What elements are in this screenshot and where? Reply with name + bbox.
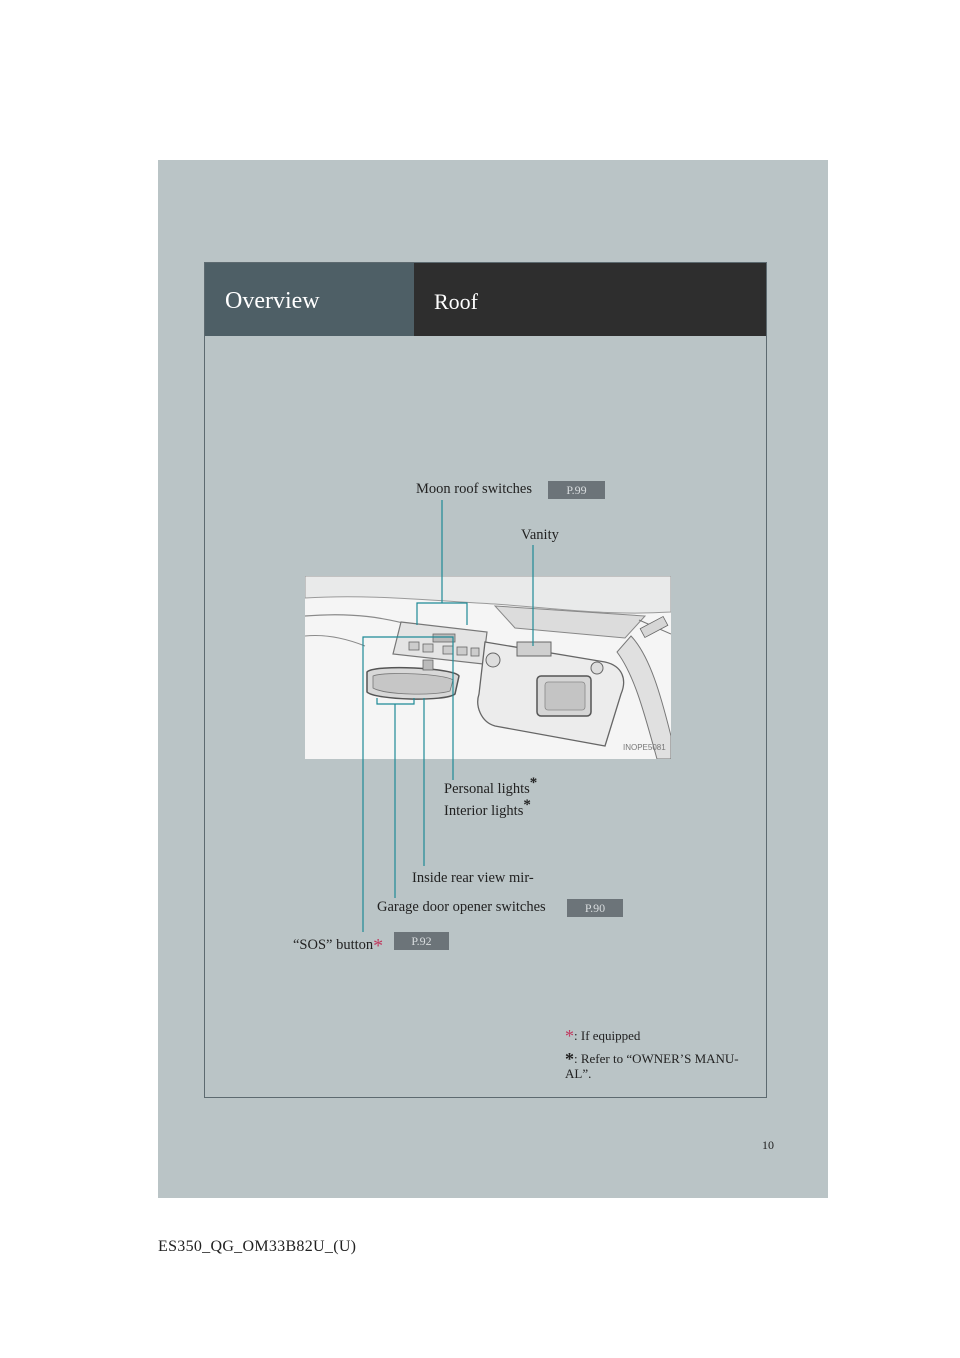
garage-door-page-ref[interactable]: P.90 xyxy=(567,899,623,917)
page-number: 10 xyxy=(762,1138,774,1152)
moon-roof-page-ref[interactable]: P.99 xyxy=(548,481,605,499)
asterisk-black-icon: * xyxy=(565,1049,574,1069)
note-if-equipped: *: If equipped xyxy=(565,1026,641,1046)
moon-roof-label: Moon roof switches xyxy=(416,481,532,497)
document-footer: ES350_QG_OM33B82U_(U) xyxy=(158,1238,357,1255)
asterisk-black-icon: * xyxy=(529,775,538,792)
image-code: INOPE5081 xyxy=(623,743,666,752)
note-owners-manual: *: Refer to “OWNER’S MANU- AL”. xyxy=(565,1049,739,1081)
personal-lights-label: Personal lights* xyxy=(444,775,538,797)
asterisk-black-icon: * xyxy=(523,797,531,814)
asterisk-red-icon: * xyxy=(373,935,384,957)
section-title: Overview xyxy=(225,288,320,314)
garage-door-label: Garage door opener switches xyxy=(377,899,546,915)
sos-page-ref[interactable]: P.92 xyxy=(394,932,449,950)
sos-button-label: “SOS” button* xyxy=(293,935,384,957)
vanity-label: Vanity xyxy=(521,527,559,543)
page-title: Roof xyxy=(434,289,478,314)
asterisk-red-icon: * xyxy=(565,1026,574,1046)
interior-lights-label: Interior lights* xyxy=(444,797,531,819)
inside-mirror-label: Inside rear view mir- xyxy=(412,870,534,886)
